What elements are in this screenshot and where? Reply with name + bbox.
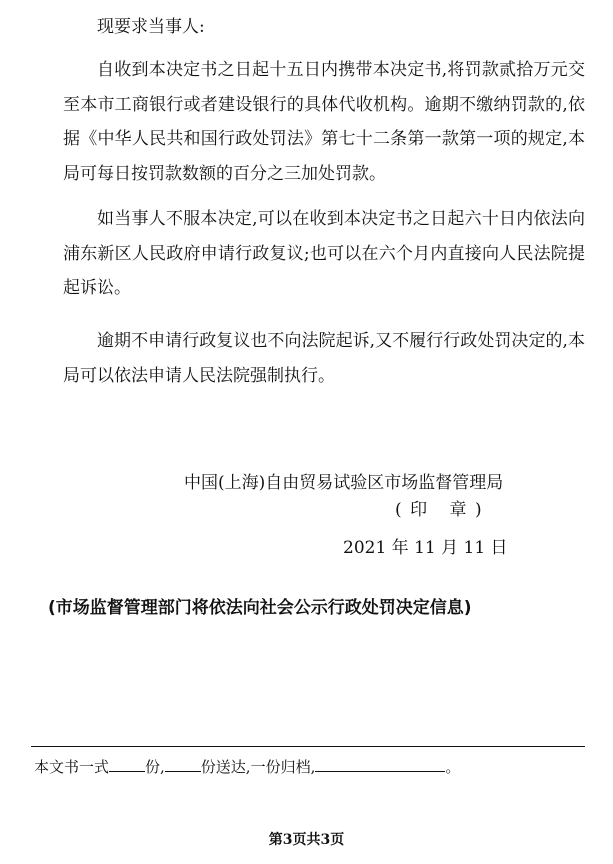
seal-placeholder: (印 章) xyxy=(395,500,491,520)
copies-prefix: 本文书一式 xyxy=(34,758,110,776)
copies-remark-blank xyxy=(315,756,445,772)
footer-divider xyxy=(31,746,585,747)
copies-part3: 份送达,一份归档, xyxy=(200,758,316,776)
issuing-authority: 中国(上海)自由贸易试验区市场监督管理局 xyxy=(184,473,504,493)
paragraph-appeal-rights: 如当事人不服本决定,可以在收到本决定书之日起六十日内依法向浦东新区人民政府申请行政复议;也可以在六个月内直接向人民法院提起诉讼。 xyxy=(63,209,585,298)
page-number: 第3页共3页 xyxy=(268,832,345,848)
copies-total-blank xyxy=(109,756,145,772)
copies-distribution-line xyxy=(34,756,460,778)
publicity-notice: (市场监督管理部门将依法向社会公示行政处罚决定信息) xyxy=(48,598,472,618)
copies-end: 。 xyxy=(445,758,461,776)
paragraph-requirement-intro: 现要求当事人: xyxy=(97,17,205,37)
paragraph-enforcement: 逾期不申请行政复议也不向法院起诉,又不履行行政处罚决定的,本局可以依法申请人民法院强制执行。 xyxy=(63,331,585,386)
copies-served-blank xyxy=(165,756,201,772)
copies-part2: 份, xyxy=(145,758,165,776)
paragraph-fine-payment: 自收到本决定书之日起十五日内携带本决定书,将罚款贰拾万元交至本市工商银行或者建设银行的具体代收机构。逾期不缴纳罚款的,依据《中华人民共和国行政处罚法》第七十二条第一款第一项的规定,本局可每日按罚款数额的百分之三加处罚款。 xyxy=(63,60,585,184)
issue-date: 2021 年 11 月 11 日 xyxy=(343,538,508,558)
